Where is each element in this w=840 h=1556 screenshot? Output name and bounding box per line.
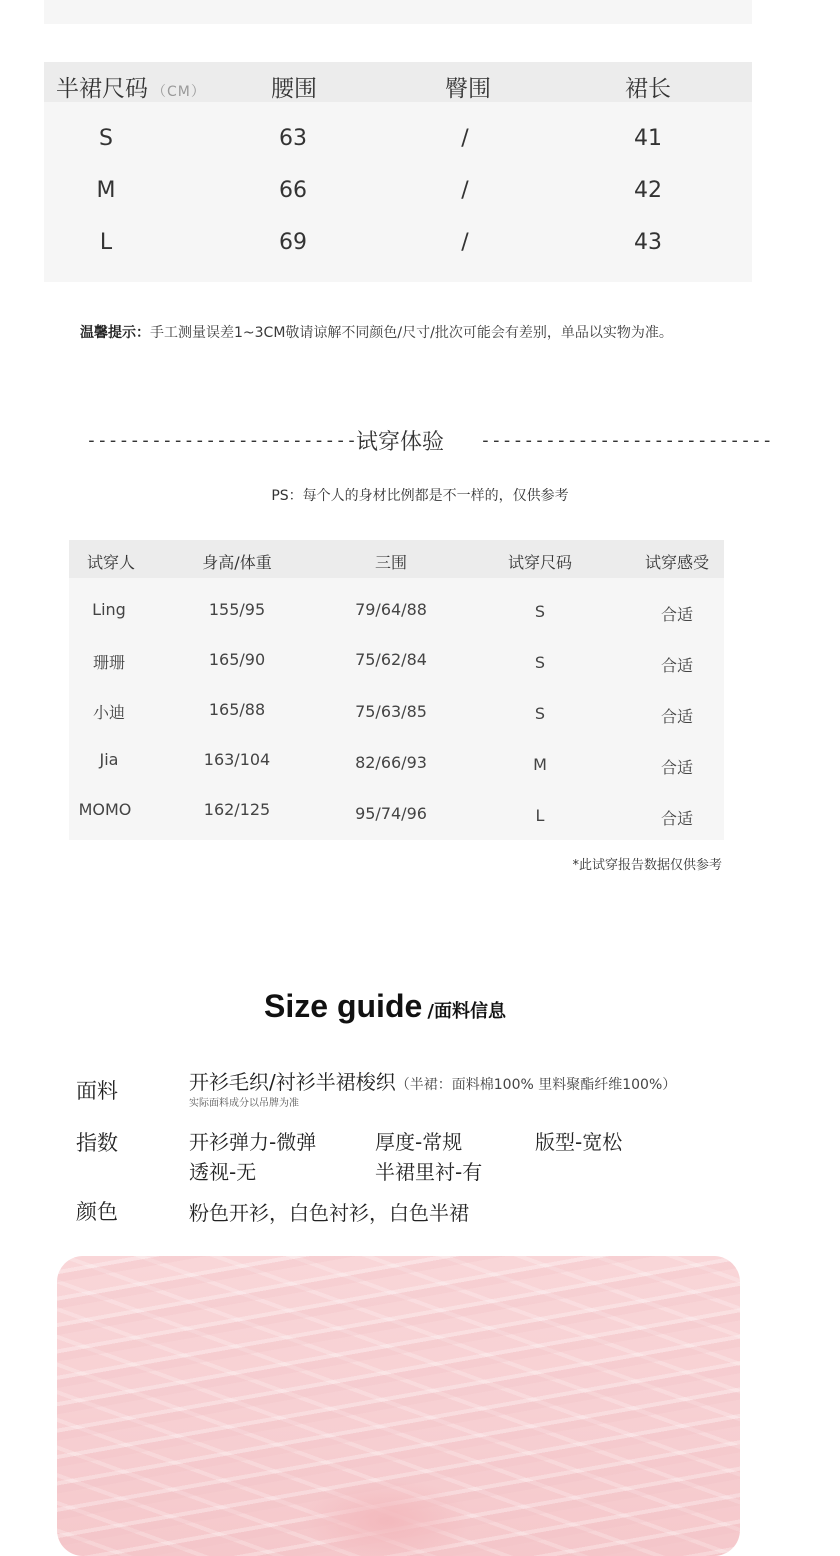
index-transparency: 透视-无 (189, 1160, 257, 1184)
index-stretch: 开衫弹力-微弹 (189, 1130, 317, 1154)
header-waist: 腰围 (271, 76, 317, 102)
tried-size: L (535, 806, 545, 825)
tryon-ps: PS：每个人的身材比例都是不一样的，仅供参考 (271, 488, 569, 504)
size-guide-heading: Size guide (264, 988, 423, 1024)
tried-size: M (533, 755, 547, 774)
hip-cell: / (461, 178, 469, 203)
size-cell: M (96, 178, 116, 203)
index-label: 指数 (76, 1131, 118, 1155)
color-value: 粉色开衫，白色衬衫，白色半裙 (189, 1201, 469, 1225)
fabric-value (189, 1066, 676, 1095)
header-skirt-size-label: 半裙尺码 (56, 76, 148, 102)
fit-feel: 合适 (660, 656, 693, 675)
size-cell: L (99, 230, 113, 255)
fit-feel: 合适 (660, 605, 693, 624)
header-hip: 臀围 (445, 76, 491, 102)
measurements: 82/66/93 (355, 753, 427, 772)
tip-text: 手工测量误差1~3CM敬请谅解不同颜色/尺寸/批次可能会有差别，单品以实物为准。 (150, 325, 673, 341)
index-fit: 版型-宽松 (535, 1130, 623, 1154)
tester-name: Jia (99, 750, 119, 769)
color-label: 颜色 (76, 1200, 118, 1224)
waist-cell: 63 (279, 126, 307, 151)
tryon-table (69, 540, 724, 840)
length-cell: 41 (634, 126, 662, 151)
unit-label: （CM） (152, 84, 206, 100)
measurements: 75/63/85 (355, 702, 427, 721)
length-cell: 43 (634, 230, 662, 255)
header-length: 裙长 (625, 76, 671, 102)
tryon-title: 试穿体验 (355, 430, 444, 455)
tip-label: 温馨提示： (80, 325, 150, 341)
tried-size: S (534, 602, 546, 621)
header-height-weight: 身高/体重 (202, 553, 272, 572)
divider-right: --------------------------- (480, 430, 773, 451)
height-weight: 155/95 (208, 600, 266, 619)
header-fit-feel: 试穿感受 (644, 553, 709, 572)
fabric-main: 开衫毛织/衬衫半裙梭织 (189, 1070, 396, 1094)
tryon-note: *此试穿报告数据仅供参考 (572, 858, 722, 873)
tried-size: S (534, 704, 546, 723)
height-weight: 162/125 (203, 800, 271, 819)
tester-name: 珊珊 (92, 653, 125, 672)
top-strip (44, 0, 752, 24)
measurement-tip (80, 322, 673, 342)
fabric-note: 实际面料成分以吊牌为准 (189, 1098, 299, 1109)
tried-size: S (534, 653, 546, 672)
length-cell: 42 (634, 178, 662, 203)
fabric-detail: （半裙：面料棉100% 里料聚酯纤维100%） (395, 1077, 677, 1093)
knit-fabric-photo (57, 1256, 740, 1556)
header-tester: 试穿人 (86, 553, 135, 572)
measurements: 75/62/84 (355, 650, 427, 669)
measurements: 95/74/96 (355, 804, 427, 823)
height-weight: 165/90 (208, 650, 266, 669)
height-weight: 165/88 (208, 700, 266, 719)
index-thickness: 厚度-常规 (375, 1130, 463, 1154)
fabric-label: 面料 (76, 1079, 118, 1103)
tester-name: 小迪 (92, 703, 125, 722)
divider-left: --------------------------- (86, 430, 379, 451)
size-guide-title (0, 988, 770, 1025)
hip-cell: / (461, 230, 469, 255)
fit-feel: 合适 (660, 758, 693, 777)
index-lining: 半裙里衬-有 (375, 1160, 483, 1184)
size-guide-subtitle: /面料信息 (427, 1001, 506, 1022)
hip-cell: / (461, 126, 469, 151)
header-skirt-size (56, 70, 256, 103)
waist-cell: 69 (279, 230, 307, 255)
fit-feel: 合适 (660, 707, 693, 726)
tester-name: MOMO (78, 800, 132, 819)
header-measurements: 三围 (374, 553, 407, 572)
fit-feel: 合适 (660, 809, 693, 828)
tester-name: Ling (92, 600, 126, 619)
height-weight: 163/104 (203, 750, 271, 769)
header-tried-size: 试穿尺码 (507, 553, 572, 572)
measurements: 79/64/88 (355, 600, 427, 619)
waist-cell: 66 (279, 178, 307, 203)
skirt-size-table (44, 62, 752, 282)
size-cell: S (99, 126, 113, 151)
